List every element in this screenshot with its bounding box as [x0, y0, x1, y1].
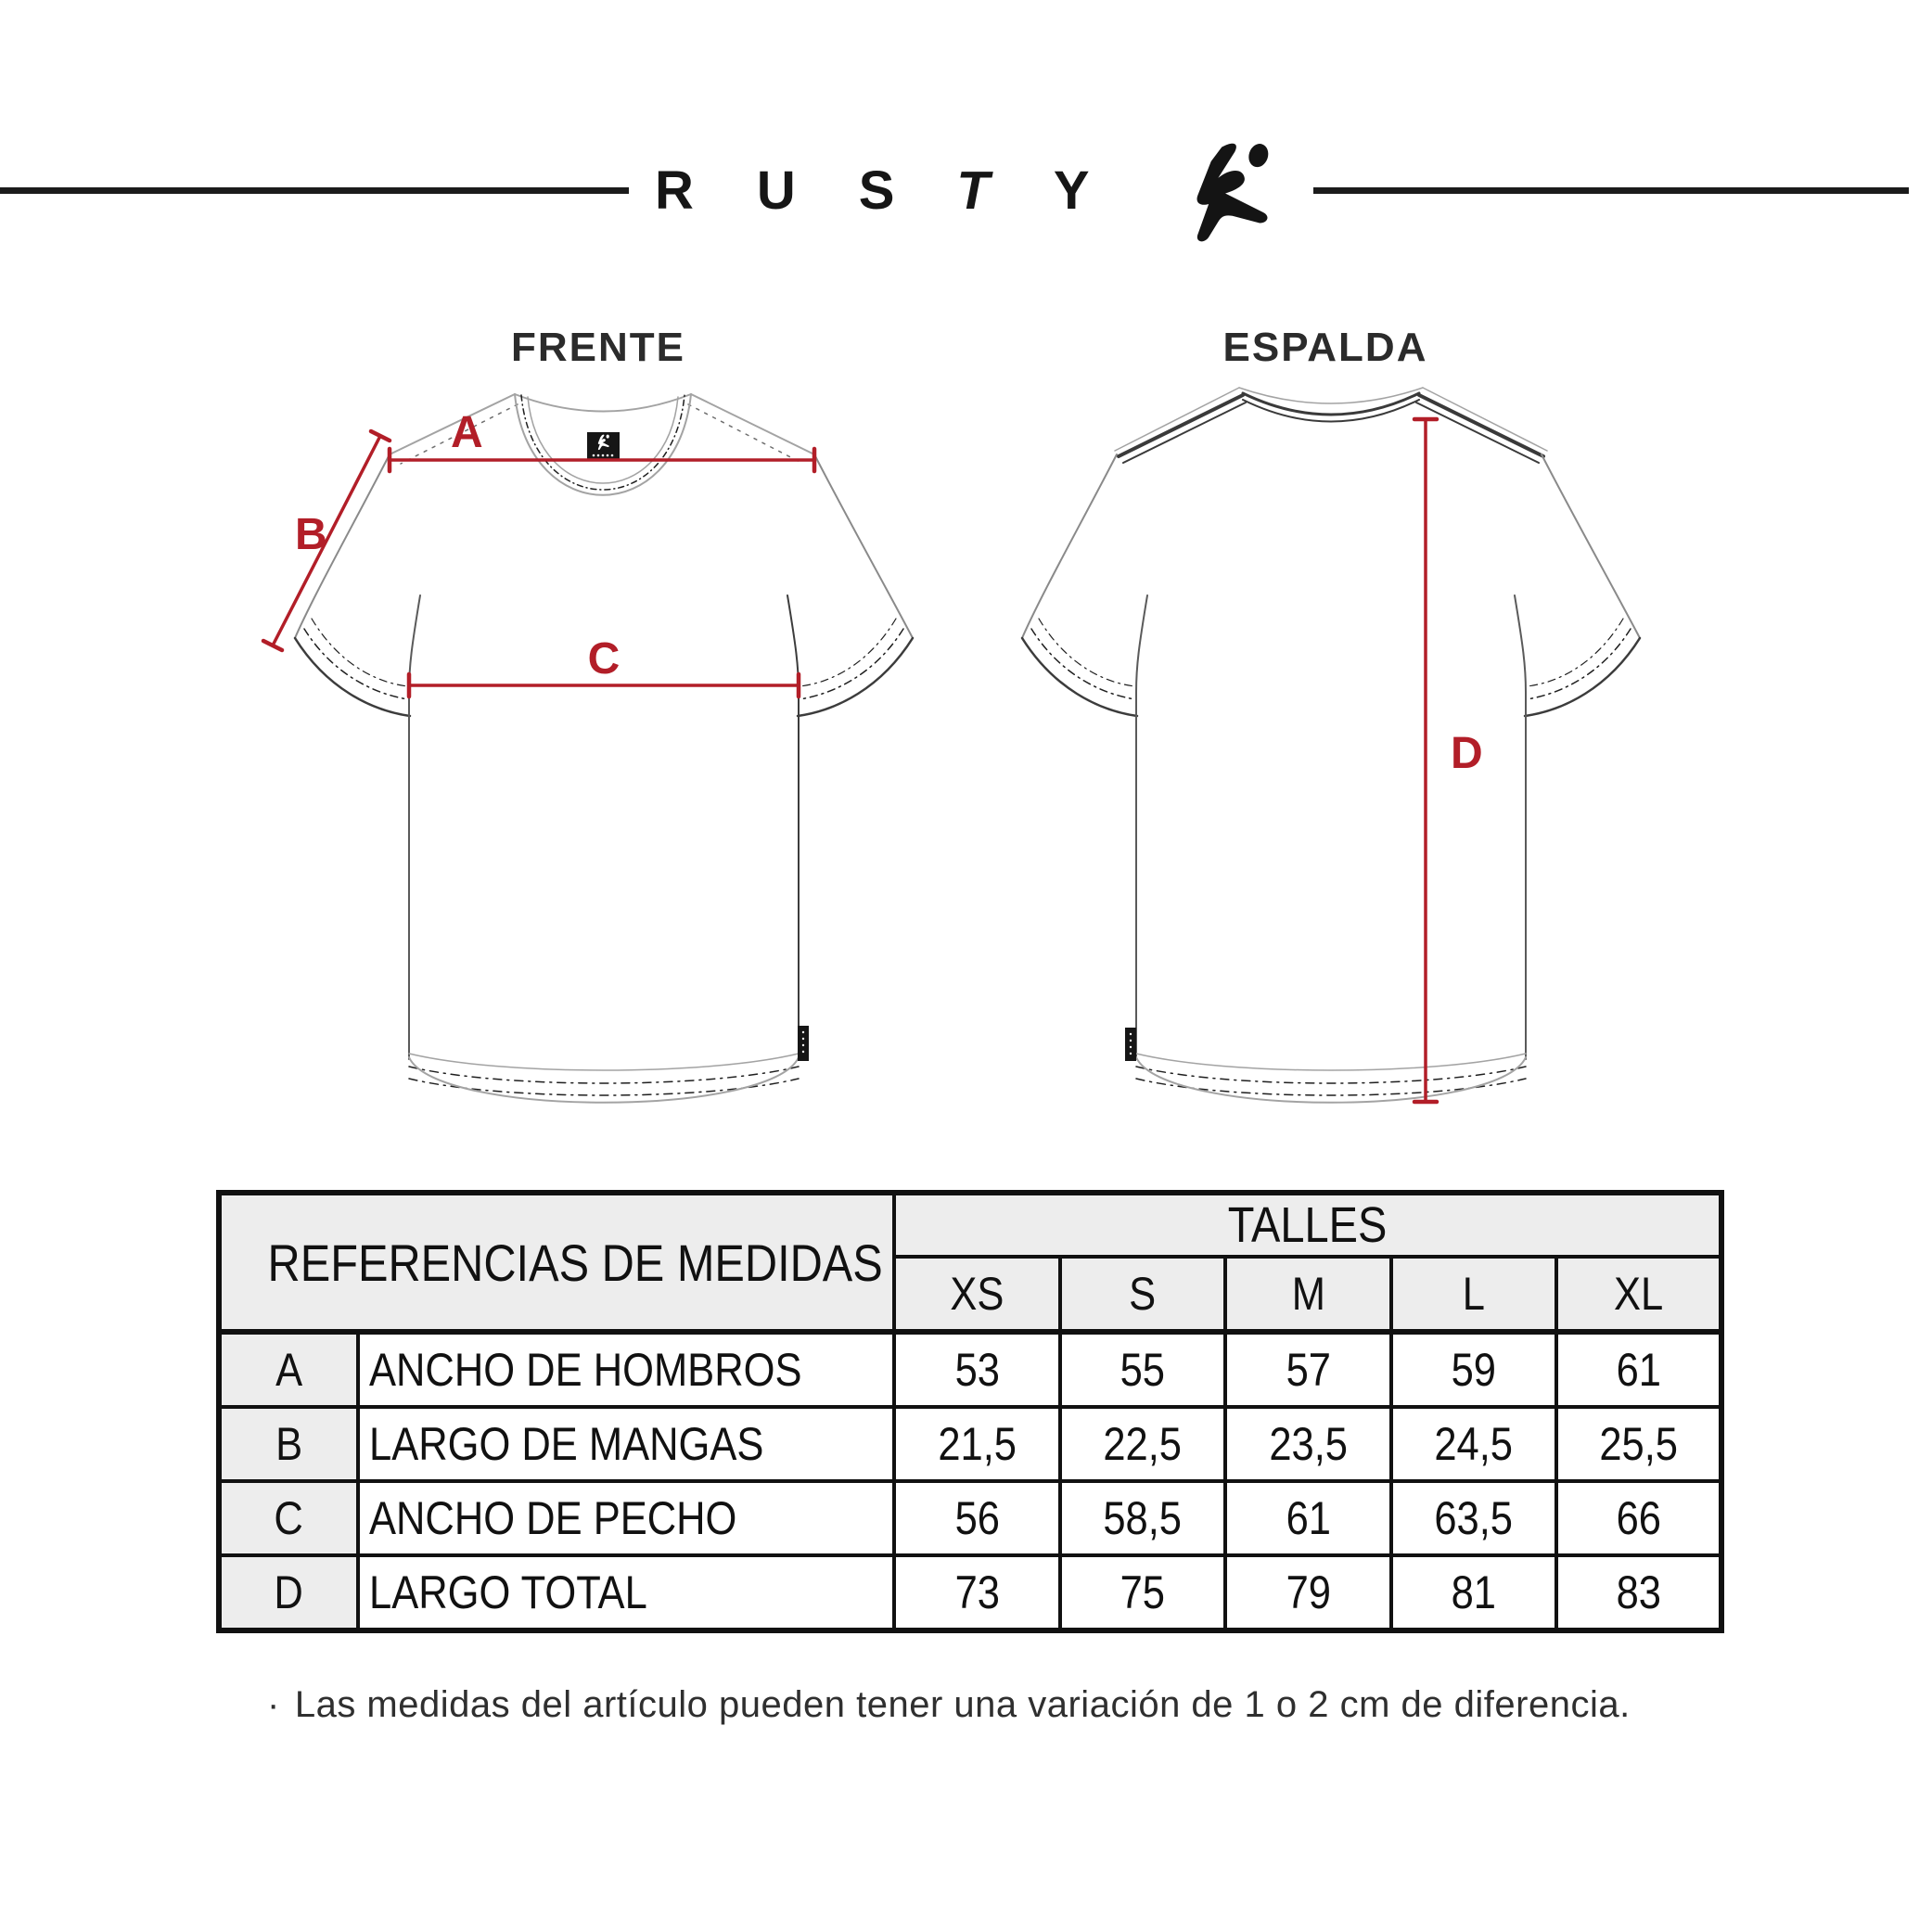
measure-value: 24,5: [1434, 1418, 1514, 1470]
front-title: FRENTE: [511, 325, 685, 370]
left-cuff: [295, 638, 410, 716]
neck-label: [587, 432, 620, 460]
measure-label-cell: [358, 1407, 894, 1481]
size-col-header: [894, 1257, 1060, 1332]
size-label: L: [1462, 1268, 1486, 1320]
measure-value: 66: [1616, 1492, 1661, 1544]
measure-value: 81: [1451, 1566, 1497, 1618]
back-hem: [1136, 1054, 1526, 1103]
size-table: [216, 1190, 1724, 1633]
size-label: XS: [950, 1268, 1004, 1320]
size-col-header: [1391, 1257, 1556, 1332]
measure-value: 58,5: [1103, 1492, 1183, 1544]
measure-value: 79: [1286, 1566, 1331, 1618]
measure-value: 61: [1616, 1344, 1661, 1396]
measure-letter-cell: [219, 1481, 358, 1555]
value-cell: [894, 1555, 1060, 1630]
measure-letter: D: [274, 1566, 304, 1618]
back-shirt-diagram: [987, 380, 1664, 1122]
measure-value: 22,5: [1103, 1418, 1183, 1470]
measure-line-d: [1414, 419, 1437, 1102]
value-cell: [1060, 1481, 1225, 1555]
back-shoulder-seams: [1119, 395, 1543, 463]
measure-value: 73: [954, 1566, 1000, 1618]
value-cell: [1060, 1555, 1225, 1630]
measure-letter-cell: [219, 1332, 358, 1407]
table-row: [219, 1481, 1721, 1555]
measure-value: 83: [1616, 1566, 1661, 1618]
measure-name: ANCHO DE HOMBROS: [369, 1344, 802, 1396]
measure-name: ANCHO DE PECHO: [369, 1492, 737, 1544]
size-col-header: [1225, 1257, 1391, 1332]
size-label: M: [1291, 1268, 1325, 1320]
size-col-header: [1060, 1257, 1225, 1332]
front-shirt-diagram: [260, 380, 937, 1122]
measure-value: 61: [1286, 1492, 1331, 1544]
size-label: XL: [1613, 1268, 1664, 1320]
side-tag: [798, 1026, 809, 1061]
value-cell: [1225, 1555, 1391, 1630]
left-body-edge: [409, 595, 420, 1059]
footnote-text: Las medidas del artículo pueden tener una variación de 1 o 2 cm de diferencia.: [294, 1684, 1631, 1725]
value-cell: [1225, 1407, 1391, 1481]
value-cell: [1060, 1332, 1225, 1407]
rusty-logo-icon: [1164, 140, 1303, 247]
measure-letter: A: [275, 1344, 303, 1396]
measure-value: 59: [1451, 1344, 1497, 1396]
right-cuff: [798, 638, 913, 716]
brand-letter: U: [756, 160, 796, 221]
size-col-header: [1556, 1257, 1721, 1332]
measure-value: 75: [1120, 1566, 1166, 1618]
ref-header-cell: [219, 1193, 894, 1332]
size-label: S: [1129, 1268, 1157, 1320]
value-cell: [1391, 1481, 1556, 1555]
front-hem: [409, 1054, 799, 1103]
right-sleeve-edge: [814, 454, 913, 638]
measure-label-d: D: [1451, 729, 1483, 778]
value-cell: [1556, 1332, 1721, 1407]
back-collar: [1243, 393, 1419, 422]
value-cell: [1391, 1332, 1556, 1407]
value-cell: [1225, 1481, 1391, 1555]
back-shirt-drawing: [1022, 388, 1640, 1103]
measure-value: 55: [1120, 1344, 1166, 1396]
measure-value: 25,5: [1599, 1418, 1678, 1470]
value-cell: [1391, 1407, 1556, 1481]
table-row: [219, 1555, 1721, 1630]
header-divider-right: [1313, 187, 1909, 194]
value-cell: [894, 1332, 1060, 1407]
value-cell: [894, 1407, 1060, 1481]
measure-value: 57: [1286, 1344, 1331, 1396]
measure-letter-cell: [219, 1407, 358, 1481]
measure-value: 63,5: [1434, 1492, 1514, 1544]
value-cell: [1556, 1481, 1721, 1555]
measure-name: LARGO DE MANGAS: [369, 1418, 764, 1470]
measure-letter-cell: [219, 1555, 358, 1630]
talles-label: TALLES: [1227, 1197, 1388, 1253]
measure-label-c: C: [587, 634, 621, 684]
measure-letter: B: [275, 1418, 303, 1470]
measure-label-b: B: [295, 510, 327, 559]
header-divider-left: [0, 187, 629, 194]
measure-label-a: A: [451, 408, 483, 457]
value-cell: [1556, 1555, 1721, 1630]
table-row: [219, 1407, 1721, 1481]
value-cell: [1060, 1407, 1225, 1481]
brand-letter: T: [952, 160, 997, 221]
brand-letter: R: [655, 160, 694, 221]
value-cell: [1225, 1332, 1391, 1407]
measure-value: 56: [954, 1492, 1000, 1544]
right-body-edge: [787, 595, 799, 1059]
measure-letter: C: [274, 1492, 304, 1544]
ref-header-label: REFERENCIAS DE MEDIDAS: [267, 1233, 883, 1292]
side-tag: [1125, 1028, 1136, 1061]
brand-letter: Y: [1053, 160, 1090, 221]
measure-label-cell: [358, 1555, 894, 1630]
table-row: [219, 1332, 1721, 1407]
front-shirt-drawing: [263, 394, 913, 1103]
brand-letter: S: [858, 160, 895, 221]
table-header-row: [219, 1193, 1721, 1257]
footnote-bullet: ·: [267, 1684, 280, 1725]
measure-label-cell: [358, 1332, 894, 1407]
back-title: ESPALDA: [1222, 325, 1428, 370]
measure-value: 21,5: [938, 1418, 1017, 1470]
measure-label-cell: [358, 1481, 894, 1555]
brand-wordmark: [655, 134, 1313, 248]
measure-value: 23,5: [1269, 1418, 1348, 1470]
shoulder-stitch: [688, 404, 803, 464]
talles-header-cell: [894, 1193, 1721, 1257]
footnote: [267, 1684, 1631, 1726]
value-cell: [894, 1481, 1060, 1555]
value-cell: [1556, 1407, 1721, 1481]
measure-value: 53: [954, 1344, 1000, 1396]
value-cell: [1391, 1555, 1556, 1630]
measure-name: LARGO TOTAL: [369, 1566, 647, 1618]
